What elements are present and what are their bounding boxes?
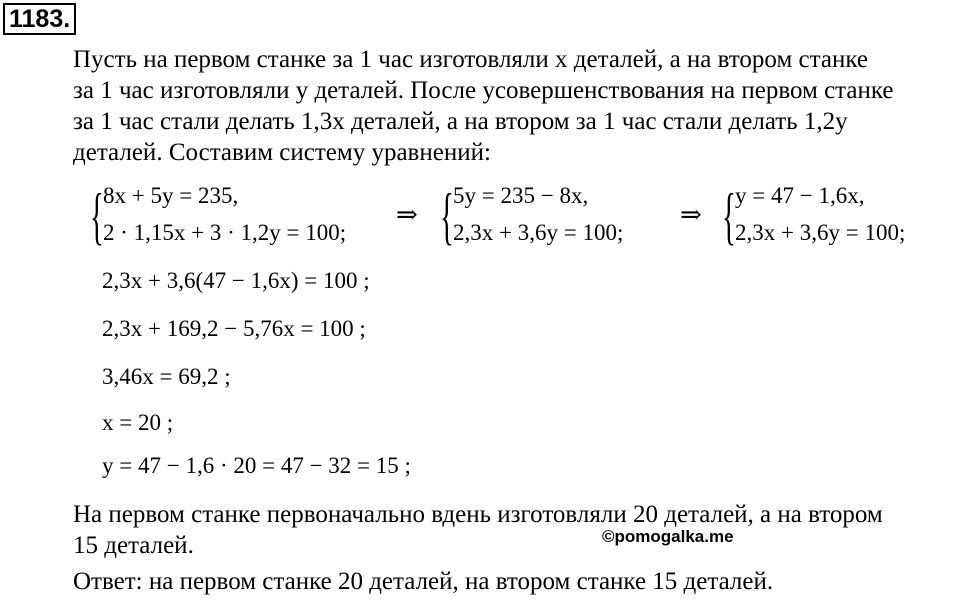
solution-step: 2,3x + 169,2 − 5,76x = 100 ; xyxy=(102,316,366,341)
conclusion-line: 15 деталей. xyxy=(73,532,194,559)
implies-arrow-icon: ⇒ xyxy=(680,200,702,229)
intro-line: за 1 час изготовляли y деталей. После усовершенствования на первом станке xyxy=(73,77,894,104)
system-equation: y = 47 − 1,6x, xyxy=(735,183,865,208)
intro-line: Пусть на первом станке за 1 час изготовляли x деталей, а на втором станке xyxy=(73,46,868,73)
system-equation: 5y = 235 − 8x, xyxy=(453,183,589,208)
conclusion-paragraph xyxy=(73,499,883,561)
conclusion-line: На первом станке первоначально вдень изготовляли 20 деталей, а на втором xyxy=(73,501,883,528)
brace-icon: { xyxy=(722,180,736,251)
intro-paragraph xyxy=(73,44,894,168)
system-equation: 2,3x + 3,6y = 100; xyxy=(735,220,906,245)
system-equation: 8x + 5y = 235, xyxy=(103,183,239,208)
watermark: ©pomogalka.me xyxy=(602,527,734,546)
solution-step: y = 47 − 1,6 · 20 = 47 − 32 = 15 ; xyxy=(102,453,411,478)
brace-icon: { xyxy=(440,180,454,251)
intro-line: деталей. Составим систему уравнений: xyxy=(73,139,491,166)
problem-number: 1183. xyxy=(3,3,76,35)
system-equation: 2 · 1,15x + 3 · 1,2y = 100; xyxy=(103,220,347,245)
brace-icon: { xyxy=(90,180,104,251)
solution-step: x = 20 ; xyxy=(102,410,174,435)
solution-step: 2,3x + 3,6(47 − 1,6x) = 100 ; xyxy=(102,268,370,293)
system-equation: 2,3x + 3,6y = 100; xyxy=(453,220,624,245)
intro-line: за 1 час стали делать 1,3x деталей, а на втором за 1 час стали делать 1,2y xyxy=(73,108,848,135)
implies-arrow-icon: ⇒ xyxy=(396,200,418,229)
answer-line: Ответ: на первом станке 20 деталей, на втором станке 15 деталей. xyxy=(73,568,774,595)
solution-step: 3,46x = 69,2 ; xyxy=(102,364,231,389)
